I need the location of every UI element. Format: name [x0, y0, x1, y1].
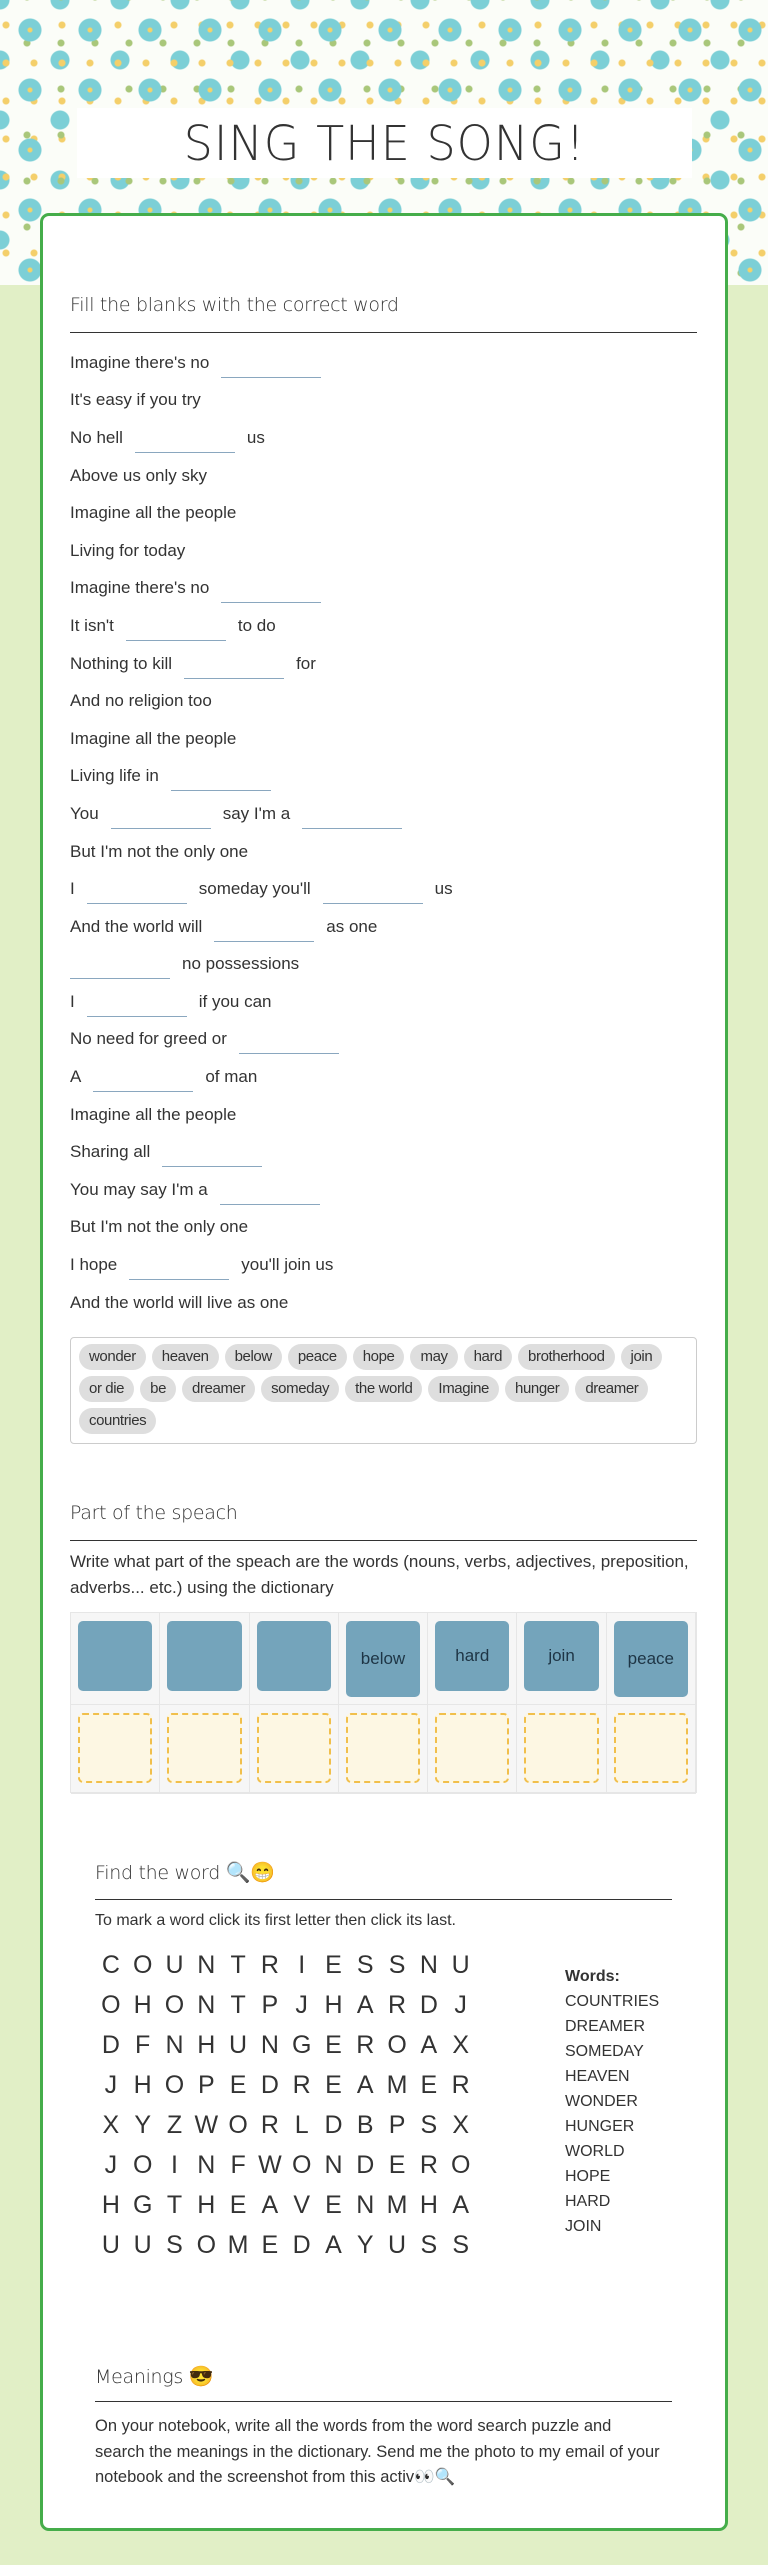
grid-letter[interactable]: O — [196, 2231, 217, 2259]
lyric-text: Living life in — [70, 766, 159, 786]
grid-letter[interactable]: N — [324, 2151, 343, 2179]
grid-letter[interactable]: J — [295, 1991, 308, 2019]
lyric-text: Imagine there's no — [70, 352, 210, 372]
grid-letter[interactable]: U — [229, 2031, 248, 2059]
word-chip[interactable]: may — [410, 1344, 457, 1370]
answer-cell — [250, 1705, 339, 1794]
grid-letter[interactable]: O — [291, 2151, 312, 2179]
answer-cell — [339, 1705, 428, 1794]
lyric-line — [70, 946, 700, 984]
answer-cell — [160, 1705, 249, 1794]
meanings-heading-text: Meanings — [95, 2366, 183, 2388]
meanings-heading — [95, 2364, 213, 2388]
lyric-line — [70, 983, 700, 1021]
word-tile[interactable] — [257, 1621, 331, 1691]
word-chip[interactable]: brotherhood — [518, 1344, 615, 1370]
lyric-text: say I'm a — [222, 803, 291, 823]
page-title: SING THE SONG! — [183, 114, 586, 172]
grid-letter[interactable]: U — [165, 1951, 184, 1979]
word-chip[interactable]: join — [621, 1344, 663, 1370]
grid-letter[interactable]: Y — [134, 2111, 152, 2139]
lyric-text: Sharing all — [70, 1142, 151, 1162]
word-chip[interactable]: peace — [288, 1344, 347, 1370]
lyric-text: But I'm not the only one — [70, 841, 249, 861]
grid-letter[interactable]: O — [164, 1991, 185, 2019]
grid-letter[interactable]: F — [135, 2031, 151, 2059]
lyric-line — [70, 494, 700, 532]
grid-letter[interactable]: X — [452, 2111, 469, 2139]
grid-letter[interactable]: G — [291, 2031, 312, 2059]
grid-letter[interactable]: R — [419, 2151, 438, 2179]
lyric-line — [70, 870, 700, 908]
lyric-text: Above us only sky — [70, 465, 208, 485]
grid-letter[interactable]: N — [197, 1951, 216, 1979]
grid-letter[interactable]: I — [171, 2151, 178, 2179]
word-list-item: HARD — [565, 2193, 611, 2210]
grid-letter[interactable]: J — [454, 1991, 467, 2019]
grid-letter[interactable]: E — [388, 2151, 406, 2179]
lyric-line — [70, 682, 700, 720]
lyric-line — [70, 795, 700, 833]
word-list-label: Words: — [565, 1968, 620, 1985]
lyric-line — [70, 758, 700, 796]
grid-letter[interactable]: V — [293, 2191, 311, 2219]
grid-letter[interactable]: D — [324, 2111, 343, 2139]
lyric-text: Imagine all the people — [70, 728, 237, 748]
grid-letter[interactable]: N — [356, 2191, 375, 2219]
word-list-item: JOIN — [565, 2218, 602, 2235]
lyric-line — [70, 720, 700, 758]
lyric-text: And the world will live as one — [70, 1292, 289, 1312]
lyric-line — [70, 645, 700, 683]
grid-letter[interactable]: E — [261, 2231, 279, 2259]
grid-letter[interactable]: M — [227, 2231, 249, 2259]
answer-cell — [607, 1705, 696, 1794]
lyric-line — [70, 532, 700, 570]
word-cell — [517, 1613, 606, 1705]
grid-letter[interactable]: J — [104, 2151, 118, 2179]
grid-letter[interactable]: O — [228, 2111, 248, 2139]
grid-letter[interactable]: T — [230, 1951, 246, 1979]
lyric-line — [70, 382, 700, 420]
blank-input[interactable] — [302, 807, 402, 829]
grid-letter[interactable]: P — [388, 2111, 406, 2139]
word-chip[interactable]: below — [225, 1344, 282, 1370]
lyric-text: Imagine there's no — [70, 578, 210, 598]
lyric-text: Imagine all the people — [70, 1104, 237, 1124]
answer-drop-zone[interactable] — [435, 1713, 509, 1783]
word-list-item: WONDER — [565, 2093, 638, 2110]
word-cell — [428, 1613, 517, 1705]
lyric-text: A — [70, 1067, 82, 1087]
grid-letter[interactable]: H — [133, 1991, 152, 2019]
word-chip[interactable]: the world — [345, 1376, 422, 1402]
grid-letter[interactable]: A — [420, 2031, 438, 2059]
answer-drop-zone[interactable] — [257, 1713, 331, 1783]
blank-input[interactable] — [220, 1183, 320, 1205]
grid-letter[interactable]: D — [101, 2031, 120, 2059]
grid-letter[interactable]: Z — [166, 2111, 183, 2139]
blank-input[interactable] — [214, 920, 314, 942]
grid-letter[interactable]: A — [452, 2191, 469, 2219]
grid-letter[interactable]: S — [166, 2231, 183, 2259]
word-list-item: WORLD — [565, 2143, 625, 2160]
answer-drop-zone[interactable] — [614, 1713, 688, 1783]
blank-input[interactable] — [162, 1145, 262, 1167]
word-tile[interactable]: peace — [614, 1621, 688, 1697]
blank-input[interactable] — [129, 1258, 229, 1280]
lyric-text: to do — [237, 615, 276, 635]
grid-letter[interactable]: S — [420, 2231, 438, 2259]
word-list-item: HUNGER — [565, 2118, 635, 2135]
grid-letter[interactable]: R — [260, 2111, 279, 2139]
blank-input[interactable] — [221, 581, 321, 603]
lyric-line — [70, 1171, 700, 1209]
part-of-speech-table — [70, 1612, 697, 1793]
lyric-text: us — [246, 427, 265, 447]
lyric-text: as one — [326, 916, 378, 936]
grid-letter[interactable]: G — [132, 2191, 153, 2219]
word-chip[interactable]: hope — [353, 1344, 405, 1370]
word-chip[interactable]: be — [140, 1376, 176, 1402]
lyric-line — [70, 1246, 700, 1284]
lyric-line — [70, 457, 700, 495]
word-chip[interactable]: wonder — [79, 1344, 146, 1370]
lyric-line — [70, 1096, 700, 1134]
lyric-text: someday you'll — [198, 879, 311, 899]
word-tile[interactable]: below — [346, 1621, 420, 1697]
lyric-line — [70, 570, 700, 608]
word-list-item: DREAMER — [565, 2018, 646, 2035]
grid-letter[interactable]: E — [325, 2191, 342, 2219]
lyric-text: And no religion too — [70, 691, 212, 711]
grid-letter[interactable]: S — [388, 1951, 406, 1979]
grid-letter[interactable]: D — [419, 1991, 438, 2019]
grid-letter[interactable]: M — [386, 2191, 408, 2219]
word-list-item: HOPE — [565, 2168, 611, 2185]
divider — [95, 1899, 672, 1900]
title-banner — [77, 108, 692, 178]
grid-letter[interactable]: H — [197, 2191, 216, 2219]
lyric-text: No hell — [70, 427, 123, 447]
lyric-line — [70, 1133, 700, 1171]
word-bank — [70, 1337, 697, 1444]
lyric-line — [70, 833, 700, 871]
lyric-text: of man — [205, 1067, 258, 1087]
blank-input[interactable] — [221, 356, 321, 378]
grid-letter[interactable]: O — [164, 2071, 185, 2099]
grid-letter[interactable]: O — [450, 2151, 471, 2179]
lyric-line — [70, 908, 700, 946]
magnifier-grin-emoji-icon: 🔍😁 — [225, 1860, 275, 1884]
blank-input[interactable] — [126, 619, 226, 641]
lyric-line — [70, 1209, 700, 1247]
blank-input[interactable] — [323, 882, 423, 904]
lyric-text: if you can — [198, 991, 272, 1011]
grid-letter[interactable]: N — [260, 2031, 279, 2059]
blank-input[interactable] — [87, 882, 187, 904]
blank-input[interactable] — [239, 1032, 339, 1054]
grid-letter[interactable]: Y — [356, 2231, 374, 2259]
grid-letter[interactable]: D — [260, 2071, 279, 2099]
grid-letter[interactable]: J — [104, 2071, 118, 2099]
lyric-line — [70, 344, 700, 382]
grid-letter[interactable]: N — [197, 1991, 216, 2019]
answer-cell — [517, 1705, 606, 1794]
lyric-text: No need for greed or — [70, 1029, 227, 1049]
word-chip[interactable]: dreamer — [575, 1376, 648, 1402]
grid-letter[interactable]: C — [101, 1951, 120, 1979]
word-search-grid — [95, 1945, 477, 2265]
grid-letter[interactable]: S — [420, 2111, 438, 2139]
grid-letter[interactable]: R — [356, 2031, 375, 2059]
lyric-text: I hope — [70, 1255, 118, 1275]
word-list-item: HEAVEN — [565, 2068, 630, 2085]
blank-input[interactable] — [87, 995, 187, 1017]
grid-letter[interactable]: N — [197, 2151, 216, 2179]
blank-input[interactable] — [93, 1070, 193, 1092]
blank-input[interactable] — [171, 769, 271, 791]
word-chip[interactable]: hard — [464, 1344, 512, 1370]
grid-letter[interactable]: H — [133, 2071, 152, 2099]
grid-letter[interactable]: X — [102, 2111, 120, 2139]
grid-letter[interactable]: X — [452, 2031, 469, 2059]
grid-letter[interactable]: P — [261, 1991, 279, 2019]
lyric-line — [70, 607, 700, 645]
grid-letter[interactable]: M — [386, 2071, 408, 2099]
word-chip[interactable]: countries — [79, 1408, 156, 1434]
grid-letter[interactable]: U — [388, 2231, 407, 2259]
grid-letter[interactable]: N — [165, 2031, 184, 2059]
grid-letter[interactable]: S — [452, 2231, 469, 2259]
answer-drop-zone[interactable] — [78, 1713, 152, 1783]
grid-letter[interactable]: T — [166, 2191, 183, 2219]
grid-letter[interactable]: I — [298, 1951, 306, 1979]
word-chip[interactable]: heaven — [152, 1344, 219, 1370]
part-of-speech-heading: Part of the speach — [70, 1502, 238, 1524]
grid-letter[interactable]: D — [356, 2151, 375, 2179]
grid-letter[interactable]: W — [258, 2151, 282, 2179]
grid-letter[interactable]: R — [451, 2071, 470, 2099]
lyric-text: you'll join us — [241, 1255, 334, 1275]
word-cell — [71, 1613, 160, 1705]
word-tile[interactable]: hard — [435, 1621, 509, 1691]
grid-letter[interactable]: T — [230, 1991, 246, 2019]
word-tile[interactable] — [78, 1621, 152, 1691]
lyric-text: And the world will — [70, 916, 203, 936]
grid-letter[interactable]: E — [229, 2071, 247, 2099]
meanings-instructions: On your notebook, write all the words from the word search puzzle and search the meanings in the dictionary. Send me the photo to my email of your notebook and the screenshot from this activ👀🔍 — [95, 2417, 660, 2486]
grid-letter[interactable]: E — [229, 2191, 247, 2219]
divider — [70, 1540, 697, 1541]
answer-drop-zone[interactable] — [346, 1713, 420, 1783]
word-list-item: SOMEDAY — [565, 2043, 644, 2060]
grid-letter[interactable]: E — [325, 1951, 342, 1979]
grid-letter[interactable]: O — [387, 2031, 407, 2059]
grid-letter[interactable]: O — [132, 1951, 153, 1979]
find-word-heading-text: Find the word — [95, 1862, 220, 1884]
word-chip[interactable]: hunger — [505, 1376, 569, 1402]
grid-letter[interactable]: L — [294, 2111, 309, 2139]
grid-letter[interactable]: U — [451, 1951, 470, 1979]
grid-letter[interactable]: R — [260, 1951, 279, 1979]
lyrics — [70, 344, 700, 1321]
lyric-text: us — [434, 879, 453, 899]
divider — [95, 2401, 672, 2402]
grid-letter[interactable]: U — [133, 2231, 152, 2259]
grid-letter[interactable]: W — [194, 2111, 219, 2139]
lyric-text: You — [70, 803, 99, 823]
lyric-line — [70, 1021, 700, 1059]
word-tile[interactable] — [167, 1621, 241, 1691]
part-of-speech-instructions: Write what part of the speach are the words (nouns, verbs, adjectives, preposition, adverbs... etc.) using the dictionary — [70, 1552, 689, 1597]
lyric-text: I — [70, 879, 75, 899]
word-list-item: COUNTRIES — [565, 1993, 660, 2010]
grid-letter[interactable]: A — [325, 2231, 342, 2259]
word-chip[interactable]: dreamer — [182, 1376, 255, 1402]
lyric-text: You may say I'm a — [70, 1179, 208, 1199]
grid-letter[interactable]: O — [132, 2151, 153, 2179]
grid-letter[interactable]: H — [324, 1991, 343, 2019]
grid-letter[interactable]: F — [230, 2151, 246, 2179]
word-cell — [160, 1613, 249, 1705]
grid-letter[interactable]: P — [197, 2071, 215, 2099]
grid-letter[interactable]: E — [420, 2071, 438, 2099]
grid-letter[interactable]: O — [101, 1991, 121, 2019]
word-list — [565, 1964, 660, 2239]
lyric-text: But I'm not the only one — [70, 1217, 249, 1237]
lyric-line — [70, 419, 700, 457]
grid-letter[interactable]: R — [292, 2071, 311, 2099]
word-cell — [607, 1613, 696, 1705]
word-tile[interactable]: join — [524, 1621, 598, 1691]
grid-letter[interactable]: A — [356, 1991, 374, 2019]
lyric-line — [70, 1284, 700, 1322]
fill-blanks-heading: Fill the blanks with the correct word — [70, 294, 399, 316]
answer-drop-zone[interactable] — [524, 1713, 598, 1783]
answer-cell — [71, 1705, 160, 1794]
lyric-text: no possessions — [182, 954, 300, 974]
lyric-text: I — [70, 991, 75, 1011]
grid-letter[interactable]: U — [101, 2231, 120, 2259]
grid-letter[interactable]: H — [197, 2031, 216, 2059]
grid-letter[interactable]: B — [356, 2111, 374, 2139]
grid-letter[interactable]: N — [419, 1951, 438, 1979]
grid-letter[interactable]: D — [292, 2231, 311, 2259]
grid-letter[interactable]: E — [325, 2031, 342, 2059]
find-word-instructions: To mark a word click its first letter then click its last. — [95, 1912, 456, 1929]
sunglasses-emoji-icon: 😎 — [188, 2364, 214, 2388]
lyric-text: Living for today — [70, 540, 186, 560]
word-cell — [339, 1613, 428, 1705]
answer-cell — [428, 1705, 517, 1794]
blank-input[interactable] — [70, 957, 170, 979]
blank-input[interactable] — [184, 657, 284, 679]
blank-input[interactable] — [111, 807, 211, 829]
grid-letter[interactable]: H — [419, 2191, 438, 2219]
divider — [70, 332, 697, 333]
word-chip[interactable]: or die — [79, 1376, 134, 1402]
lyric-text: It's easy if you try — [70, 390, 201, 410]
grid-letter[interactable]: A — [356, 2071, 374, 2099]
word-chip[interactable]: Imagine — [428, 1376, 499, 1402]
lyric-text: Imagine all the people — [70, 503, 237, 523]
answer-drop-zone[interactable] — [167, 1713, 241, 1783]
lyric-text: for — [296, 653, 316, 673]
grid-letter[interactable]: R — [388, 1991, 407, 2019]
word-cell — [250, 1613, 339, 1705]
lyric-text: Nothing to kill — [70, 653, 173, 673]
blank-input[interactable] — [135, 431, 235, 453]
word-chip[interactable]: someday — [261, 1376, 339, 1402]
lyric-text: It isn't — [70, 615, 114, 635]
grid-letter[interactable]: S — [356, 1951, 374, 1979]
grid-letter[interactable]: A — [261, 2191, 279, 2219]
lyric-line — [70, 1058, 700, 1096]
find-word-heading — [95, 1860, 275, 1884]
grid-letter[interactable]: E — [325, 2071, 342, 2099]
grid-letter[interactable]: H — [101, 2191, 120, 2219]
